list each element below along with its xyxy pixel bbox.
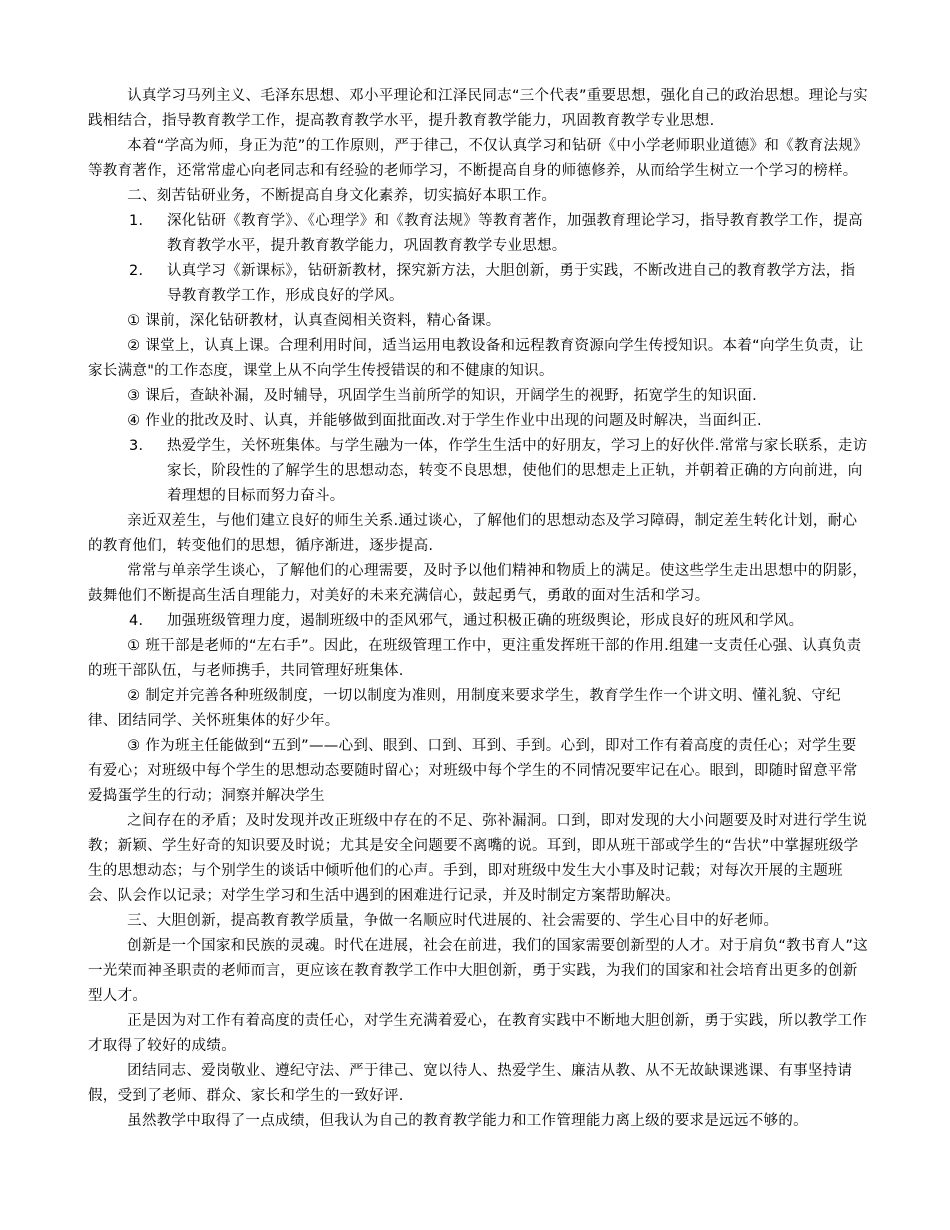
numbered-item-4	[88, 609, 870, 634]
item-number: 3．	[129, 438, 154, 454]
circled-item-class-rules: ② 制定并完善各种班级制度，一切以制度为准则，用制度来要求学生，教育学生作一个讲文明、懂礼貌、守纪律、团结同学、关怀班集体的好少年。	[88, 688, 841, 729]
paragraph-results: 正是因为对工作有着高度的责任心，对学生充满着爱心，在教育实践中不断地大胆创新，勇于实践，所以教学工作才取得了较好的成绩。	[88, 1013, 868, 1054]
numbered-item-1	[88, 209, 870, 259]
item-number: 2．	[129, 263, 154, 279]
circled-item-five-arrivals: ③ 作为班主任能做到“五到”——心到、眼到、口到、耳到、手到。心到，即对工作有着高度的责任心；对学生要有爱心；对班级中每个学生的思想动态要随时留心；对班级中每个学生的不同情况要牢记在心。眼到，即随时留意平常爱捣蛋学生的行动；洞察并解决学生	[88, 738, 858, 804]
section-heading-3: 三、大胆创新，提高教育教学质量，争做一名顺应时代进展的、社会需要的、学生心目中的好老师。	[127, 913, 779, 929]
circled-item-1: ① 课前，深化钻研教材，认真查阅相关资料，精心备课。	[127, 313, 501, 329]
section-heading-2: 二、刻苦钻研业务，不断提高自身文化素养，切实搞好本职工作。	[127, 188, 557, 204]
numbered-item-3	[88, 434, 870, 509]
circled-item-3: ③ 课后，查缺补漏，及时辅导，巩固学生当前所学的知识，开阔学生的视野，拓宽学生的知识面.	[127, 388, 758, 404]
paragraph-work-principle: 本着“学高为师，身正为范”的工作原则，严于律己，不仅认真学习和钻研《中小学老师职业道德》和《教育法规》等教育著作，还常常虚心向老同志和有经验的老师学习，不断提高自身的师德修养，从而给学生树立一个学习的榜样。	[88, 138, 868, 179]
paragraph-conclusion: 虽然教学中取得了一点成绩，但我认为自己的教育教学能力和工作管理能力离上级的要求是远远不够的。	[127, 1113, 808, 1129]
item-text: 认真学习《新课标》，钻研新教材，探究新方法，大胆创新，勇于实践，不断改进自己的教育教学方法，指导教育教学工作，形成良好的学风。	[167, 263, 856, 304]
paragraph-struggling-students: 亲近双差生，与他们建立良好的师生关系.通过谈心，了解他们的思想动态及学习障碍，制定差生转化计划，耐心的教育他们，转变他们的思想，循序渐进，逐步提高.	[88, 513, 858, 554]
item-text: 热爱学生，关怀班集体。与学生融为一体，作学生生活中的好朋友，学习上的好伙伴.常常与家长联系，走访家长，阶段性的了解学生的思想动态，转变不良思想，使他们的思想走上正轨，并朝着正确的方向前进，向着理想的目标而努力奋斗。	[167, 438, 868, 504]
numbered-item-2	[88, 259, 870, 309]
circled-item-4: ④ 作业的批改及时、认真，并能够做到面批面改.对于学生作业中出现的问题及时解决，当面纠正.	[127, 413, 762, 429]
paragraph-single-parent-students: 常常与单亲学生谈心，了解他们的心理需要，及时予以他们精神和物质上的满足。使这些学生走出思想中的阴影，鼓舞他们不断提高生活自理能力，对美好的未来充满信心，鼓起勇气，勇敢的面对生活和学习。	[88, 563, 868, 604]
paragraph-political-study: 认真学习马列主义、毛泽东思想、邓小平理论和江泽民同志“三个代表”重要思想，强化自己的政治思想。理论与实践相结合，指导教育教学工作，提高教育教学水平，提升教育教学能力，巩固教育教学专业思想.	[88, 88, 868, 129]
circled-item-2: ② 课堂上，认真上课。合理利用时间，适当运用电教设备和远程教育资源向学生传授知识。本着“向学生负责，让家长满意"的工作态度，课堂上从不向学生传授错误的和不健康的知识。	[88, 338, 864, 379]
paragraph-innovation: 创新是一个国家和民族的灵魂。时代在进展，社会在前进，我们的国家需要创新型的人才。对于肩负“教书育人”这一光荣而神圣职责的老师而言，更应该在教育教学工作中大胆创新，勇于实践，为我们的国家和社会培育出更多的创新型人才。	[88, 938, 868, 1004]
paragraph-five-arrivals-cont: 之间存在的矛盾；及时发现并改正班级中存在的不足、弥补漏洞。口到，即对发现的大小问题要及时对进行学生说教；新颖、学生好奇的知识要及时说；尤其是安全问题要不离嘴的说。耳到，即从班干部或学生的“告状”中掌握班级学生的思想动态；与个别学生的谈话中倾听他们的心声。手到，即对班级中发生大小事及时记载；对每次开展的主题班会、队会作以记录；对学生学习和生活中遇到的困难进行记录，并及时制定方案帮助解决。	[88, 813, 868, 904]
item-number: 4．	[129, 613, 154, 629]
item-number: 1．	[129, 213, 154, 229]
document-page	[88, 84, 870, 1134]
paragraph-conduct: 团结同志、爱岗敬业、遵纪守法、严于律己、宽以待人、热爱学生、廉洁从教、从不无故缺课逃课、有事坚持请假，受到了老师、群众、家长和学生的一致好评.	[88, 1063, 853, 1104]
item-text: 深化钻研《教育学》、《心理学》和《教育法规》等教育著作，加强教育理论学习，指导教育教学工作，提高教育教学水平，提升教育教学能力，巩固教育教学专业思想。	[167, 213, 863, 254]
circled-item-class-cadres: ① 班干部是老师的“左右手”。因此，在班级管理工作中，更注重发挥班干部的作用.组建一支责任心强、认真负责的班干部队伍，与老师携手，共同管理好班集体.	[88, 638, 862, 679]
item-text: 加强班级管理力度，遏制班级中的歪风邪气，通过积极正确的班级舆论，形成良好的班风和学风。	[167, 613, 804, 629]
